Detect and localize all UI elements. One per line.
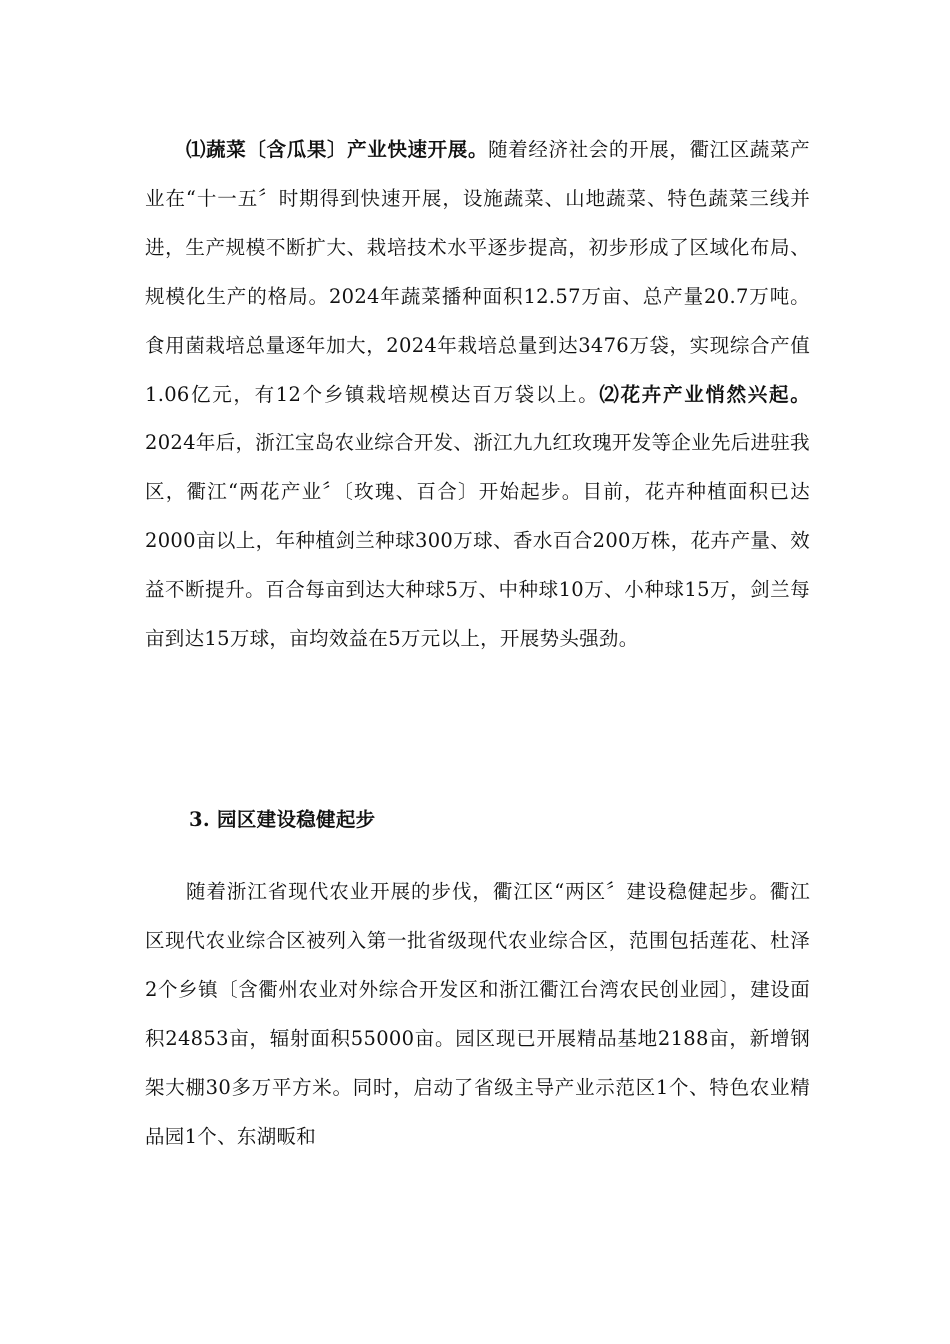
- section-heading-park-construction: 3. 园区建设稳健起步: [189, 808, 376, 831]
- paragraph-vegetable-flower-industry: [145, 126, 810, 664]
- item2-text: 2024年后，浙江宝岛农业综合开发、浙江九九红玫瑰开发等企业先后进驻我区，衢江“两花产业〞〔玫瑰、百合〕开始起步。目前，花卉种植面积已达2000亩以上，年种植剑兰种球300万球、香水百合200万株，花卉产量、效益不断提升。百合每亩到达大种球5万、中种球10万、小种球15万，剑兰每亩到达15万球，亩均效益在5万元以上，开展势头强劲。: [145, 431, 810, 651]
- item1-heading: ⑴蔬菜〔含瓜果〕产业快速开展。: [186, 138, 489, 161]
- item1-text: 随着经济社会的开展，衢江区蔬菜产业在“十一五〞时期得到快速开展，设施蔬菜、山地蔬菜、特色蔬菜三线并进，生产规模不断扩大、栽培技术水平逐步提高，初步形成了区域化布局、规模化生产的格局。2024年蔬菜播种面积12.57万亩、总产量20.7万吨。食用菌栽培总量逐年加大，2024年栽培总量到达3476万袋，实现综合产值1.06亿元，有12个乡镇栽培规模达百万袋以上。: [145, 138, 810, 406]
- item2-heading: ⑵花卉产业悄然兴起。: [599, 382, 810, 406]
- paragraph-park-construction: 随着浙江省现代农业开展的步伐，衢江区“两区〞建设稳健起步。衢江区现代农业综合区被列入第一批省级现代农业综合区，范围包括莲花、杜泽2个乡镇〔含衢州农业对外综合开发区和浙江衢江台湾农民创业园〕，建设面积24853亩，辐射面积55000亩。园区现已开展精品基地2188亩，新增钢架大棚30多万平方米。同时，启动了省级主导产业示范区1个、特色农业精品园1个、东湖畈和: [145, 880, 810, 1148]
